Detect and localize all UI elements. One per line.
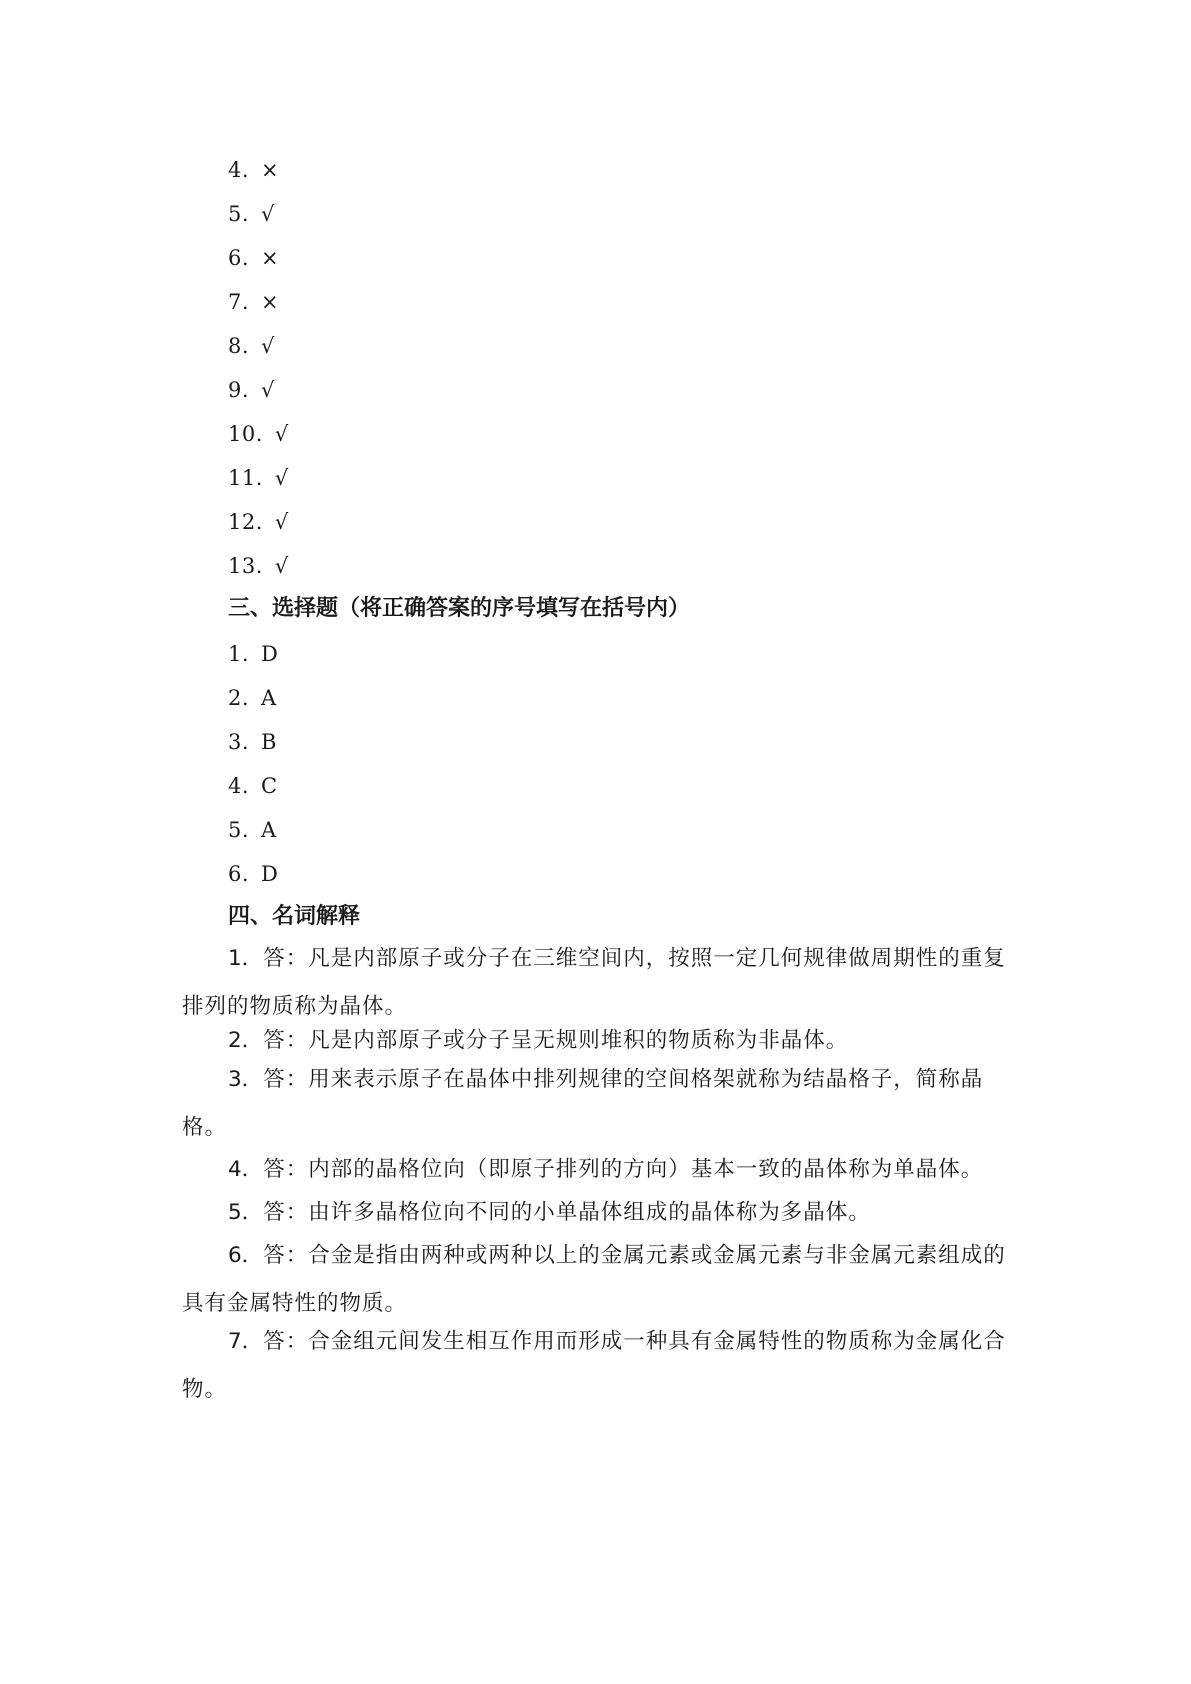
section-3-heading: 三、选择题（将正确答案的序号填写在括号内） <box>228 596 691 621</box>
tf-answer-9: 9. √ <box>228 378 275 402</box>
tf-answer-13: 13. √ <box>228 554 289 578</box>
check-mark: √ <box>261 202 275 226</box>
tf-answer-6: 6. × <box>228 246 280 270</box>
check-mark: √ <box>274 554 289 578</box>
definition-6: 6．答：合金是指由两种或两种以上的金属元素或金属元素与非金属元素组成的具有金属特性的物质。 <box>182 1243 1006 1316</box>
mc-answer-3: 3. B <box>228 730 277 754</box>
definition-1: 1．答：凡是内部原子或分子在三维空间内，按照一定几何规律做周期性的重复排列的物质称为晶体。 <box>182 946 1006 1019</box>
definition-3: 3．答：用来表示原子在晶体中排列规律的空间格架就称为结晶格子，简称晶格。 <box>182 1067 984 1140</box>
mc-answer-6: 6. D <box>228 862 279 886</box>
definition-5: 5．答：由许多晶格位向不同的小单晶体组成的晶体称为多晶体。 <box>228 1200 871 1225</box>
tf-answer-7: 7. × <box>228 290 280 314</box>
tf-answer-10: 10. √ <box>228 422 289 446</box>
tf-answer-8: 8. √ <box>228 334 275 358</box>
tf-answer-12: 12. √ <box>228 510 289 534</box>
check-mark: √ <box>261 334 275 358</box>
cross-mark: × <box>261 290 280 314</box>
definition-4: 4．答：内部的晶格位向（即原子排列的方向）基本一致的晶体称为单晶体。 <box>228 1157 984 1182</box>
mc-answer-5: 5. A <box>228 818 277 842</box>
check-mark: √ <box>274 466 289 490</box>
mc-answer-1: 1. D <box>228 642 279 666</box>
definition-7: 7．答：合金组元间发生相互作用而形成一种具有金属特性的物质称为金属化合物。 <box>182 1329 1006 1402</box>
section-4-heading: 四、名词解释 <box>228 904 361 929</box>
check-mark: √ <box>274 510 289 534</box>
cross-mark: × <box>261 158 280 182</box>
tf-answer-11: 11. √ <box>228 466 289 490</box>
check-mark: √ <box>274 422 289 446</box>
definition-2: 2．答：凡是内部原子或分子呈无规则堆积的物质称为非晶体。 <box>228 1028 849 1053</box>
mc-answer-2: 2. A <box>228 686 277 710</box>
check-mark: √ <box>261 378 275 402</box>
mc-answer-4: 4. C <box>228 774 278 798</box>
tf-answer-4: 4. × <box>228 158 280 182</box>
tf-answer-5: 5. √ <box>228 202 275 226</box>
cross-mark: × <box>261 246 280 270</box>
